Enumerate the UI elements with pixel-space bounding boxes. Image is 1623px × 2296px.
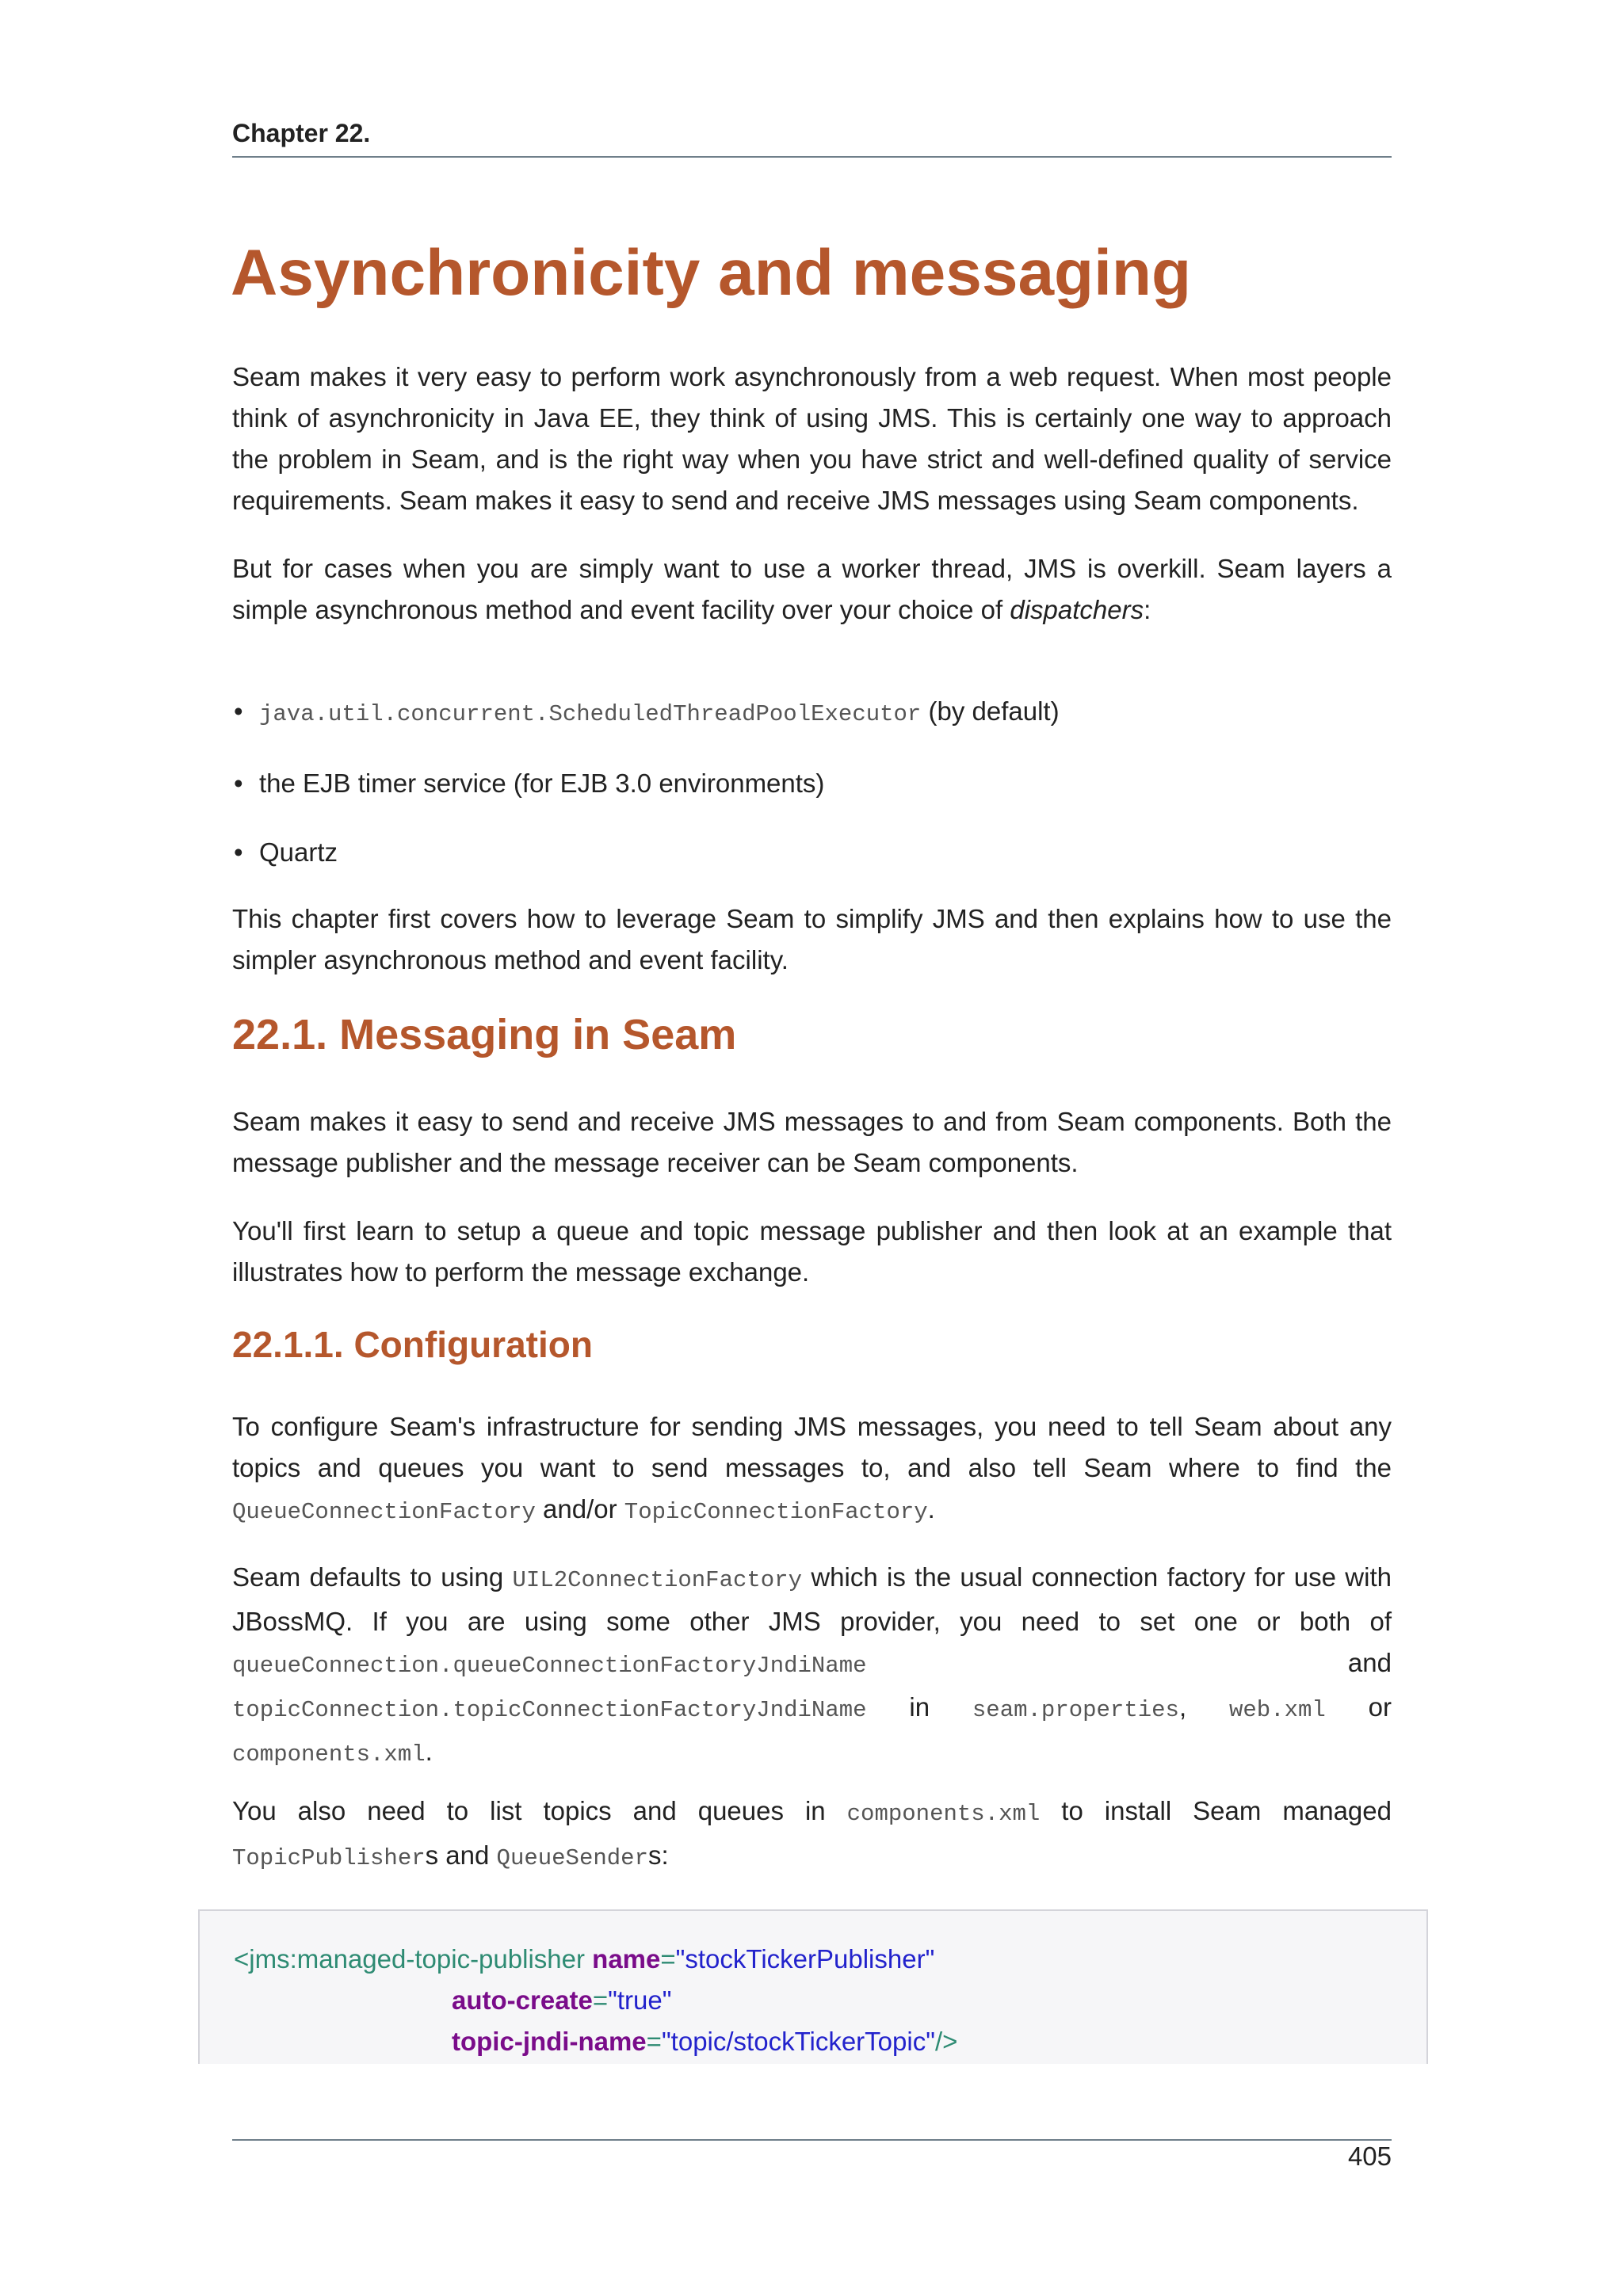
code-line-3: topic-jndi-name="topic/stockTickerTopic"/> <box>452 2027 958 2056</box>
inline-code: components.xml <box>232 1741 426 1768</box>
configuration-paragraph-3: You also need to list topics and queues in components.xml to install Seam managed TopicPublishers and QueueSenders: <box>232 1796 1392 1871</box>
section-22-1-paragraph-2: You'll first learn to setup a queue and topic message publisher and then look at an example that illustrates how to perform the message exchange. <box>232 1216 1392 1287</box>
intro-paragraph-2: But for cases when you are simply want to use a worker thread, JMS is overkill. Seam layers a simple asynchronous method and event facility over your choice of dispatchers: <box>232 554 1392 624</box>
code-example-block <box>198 1909 1428 2064</box>
inline-code: UIL2ConnectionFactory <box>512 1567 802 1593</box>
inline-code: components.xml <box>846 1801 1041 1827</box>
dispatchers-term: dispatchers <box>1010 595 1144 624</box>
configuration-paragraph-2: Seam defaults to using UIL2ConnectionFactory which is the usual connection factory for use with JBossMQ. If you are using some other JMS provider, you need to set one or both of queueConnection.queueConnectionFactoryJndiName and topicConnection.topicConnectionFactoryJndiName in seam.properties, web.xml or components.xml. <box>232 1562 1392 1768</box>
inline-code: topicConnection.topicConnectionFactoryJndiName <box>232 1697 867 1723</box>
intro-paragraph-3: This chapter first covers how to leverage Seam to simplify JMS and then explains how to use the simpler asynchronous method and event facility. <box>232 904 1392 974</box>
running-header: Chapter 22. <box>232 119 371 147</box>
footer-divider <box>232 2139 1392 2141</box>
section-22-1-paragraph-1: Seam makes it easy to send and receive JMS messages to and from Seam components. Both the message publisher and the message receiver can be Seam components. <box>232 1107 1392 1177</box>
inline-code: seam.properties <box>972 1697 1179 1723</box>
inline-code: web.xml <box>1228 1697 1326 1723</box>
section-heading-22-1: 22.1. Messaging in Seam <box>232 1011 737 1058</box>
inline-code: TopicPublisher <box>232 1845 426 1871</box>
list-item: • the EJB timer service (for EJB 3.0 environments) <box>232 763 1392 804</box>
configuration-paragraph-1: To configure Seam's infrastructure for sending JMS messages, you need to tell Seam about any topics and queues you want to send messages to, and also tell Seam where to find the QueueConnectionFactory and/or TopicConnectionFactory. <box>232 1412 1392 1525</box>
chapter-title: Asynchronicity and messaging <box>231 237 1192 309</box>
list-item: • Quartz <box>232 832 1392 873</box>
code-line-2: auto-create="true" <box>452 1985 672 2015</box>
inline-code: TopicConnectionFactory <box>624 1499 928 1525</box>
inline-code: QueueConnectionFactory <box>232 1499 536 1525</box>
list-item: • java.util.concurrent.ScheduledThreadPoolExecutor (by default) <box>232 691 1392 735</box>
inline-code: QueueSender <box>496 1845 648 1871</box>
code-line-1: <jms:managed-topic-publisher name="stockTickerPublisher" <box>234 1944 935 1974</box>
page-number: 405 <box>1347 2142 1392 2171</box>
header-divider <box>232 156 1392 158</box>
inline-code: queueConnection.queueConnectionFactoryJndiName <box>232 1653 867 1679</box>
dispatcher-list <box>232 691 1392 901</box>
inline-code: java.util.concurrent.ScheduledThreadPoolExecutor <box>259 701 922 727</box>
intro-paragraph-1: Seam makes it very easy to perform work asynchronously from a web request. When most people think of asynchronicity in Java EE, they think of using JMS. This is certainly one way to approach the problem in Seam, and is the right way when you have strict and well-defined quality of service requirements. Seam makes it easy to send and receive JMS messages using Seam components. <box>232 362 1392 515</box>
subsection-heading-22-1-1: 22.1.1. Configuration <box>232 1324 593 1365</box>
